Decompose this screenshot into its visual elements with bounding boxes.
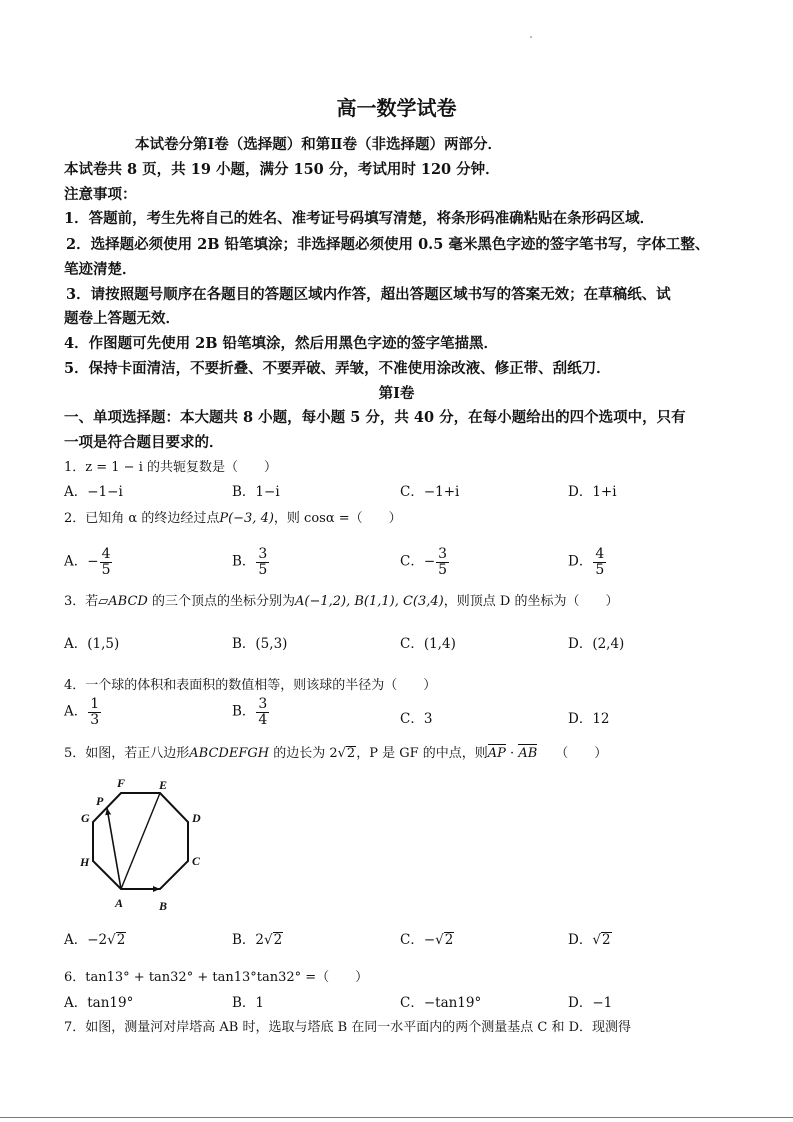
option-label: B． <box>232 553 256 570</box>
label-h: H <box>80 855 90 869</box>
coefficient: 2 <box>255 932 265 948</box>
q6-stem: 6．tan13° + tan32° + tan13°tan32° =（ ） <box>64 970 369 985</box>
radicand: 2 <box>116 932 126 948</box>
numerator: 4 <box>595 546 605 562</box>
denominator: 3 <box>90 711 100 728</box>
page-title: 高一数学试卷 <box>336 96 457 120</box>
sqrt-sign: √ <box>435 932 444 948</box>
sign: − <box>423 553 436 570</box>
label-f: F <box>117 776 126 790</box>
label-e: E <box>159 778 168 792</box>
q1-option-d: D．1+i <box>568 484 617 500</box>
sqrt-sign: √ <box>337 746 346 761</box>
subtitle: 本试卷分第Ⅰ卷（选择题）和第Ⅱ卷（非选择题）两部分． <box>135 136 503 153</box>
q3-option-d: D．(2,4) <box>568 636 625 652</box>
q4-option-d: D．12 <box>568 711 610 727</box>
page-bottom-rule <box>0 1117 793 1118</box>
q3-option-b: B．(5,3) <box>232 636 288 652</box>
vector-ab: AB <box>518 746 538 761</box>
sqrt-sign: √ <box>107 932 116 948</box>
q2-stem-post: ，则 cosα =（ ） <box>273 511 402 526</box>
fraction <box>256 697 269 727</box>
q3-option-a: A．(1,5) <box>64 636 120 652</box>
q6-option-a: A．tan19° <box>64 995 134 1011</box>
note-1: 1．答题前，考生先将自己的姓名、准考证号码填写清楚，将条形码准确粘贴在条形码区域． <box>64 210 655 227</box>
fraction <box>436 547 449 577</box>
section-heading-line2: 一项是符合题目要求的． <box>64 434 224 451</box>
q2-option-a <box>64 547 113 577</box>
q3-option-c: C．(1,4) <box>400 636 456 652</box>
q4-option-a <box>64 697 102 727</box>
option-label: C． <box>400 932 424 948</box>
octagon-figure <box>64 770 214 915</box>
q6-option-c: C．−tan19° <box>400 995 482 1011</box>
q1-option-b: B．1−i <box>232 484 280 500</box>
fraction <box>88 697 101 727</box>
q2-stem-pre: 2．已知角 α 的终边经过点 <box>64 511 220 526</box>
q5-option-a <box>64 928 126 948</box>
note-3-line2: 题卷上答题无效． <box>64 310 180 327</box>
dot-operator: · <box>505 746 519 761</box>
coefficient: − <box>423 932 436 948</box>
option-label: B． <box>232 932 256 948</box>
label-b: B <box>159 899 168 913</box>
denominator: 5 <box>258 561 268 578</box>
q6-option-b: B．1 <box>232 995 265 1011</box>
fraction <box>256 547 269 577</box>
q7-stem: 7．如图，测量河对岸塔高 AB 时，选取与塔底 B 在同一水平面内的两个测量基点 C 和 D．现测得 <box>64 1020 632 1035</box>
label-d: D <box>192 811 201 825</box>
q3-stem-post: ，则顶点 D 的坐标为（ ） <box>443 594 619 609</box>
q2-option-d <box>568 547 607 577</box>
note-3-line1: 3．请按照题号顺序在各题目的答题区域内作答，超出答题区域书写的答案无效；在草稿纸、试 <box>66 286 671 303</box>
option-label: B． <box>232 703 256 720</box>
coefficient: −2 <box>87 932 108 948</box>
fraction <box>593 547 606 577</box>
denominator: 4 <box>258 711 268 728</box>
q3-parallelogram: ▱ABCD <box>98 594 148 609</box>
q4-option-b <box>232 697 270 727</box>
q3-stem-mid: 的三个顶点的坐标分别为 <box>147 594 295 609</box>
q3-stem-pre: 3．若 <box>64 594 99 609</box>
denominator: 5 <box>438 561 448 578</box>
option-label: D． <box>568 932 593 948</box>
q1-option-c: C．−1+i <box>400 484 460 500</box>
denominator: 5 <box>101 561 111 578</box>
section-heading-line1: 一、单项选择题：本大题共 8 小题，每小题 5 分，共 40 分，在每小题给出的四个选项中，只有 <box>64 409 686 426</box>
q5-option-d <box>568 928 612 948</box>
segment-ae <box>121 793 160 889</box>
vector-ap: AP <box>487 746 506 761</box>
note-5: 5．保持卡面清洁，不要折叠、不要弄破、弄皱，不准使用涂改液、修正带、刮纸刀． <box>64 360 611 377</box>
q5-polygon-name: ABCDEFGH <box>189 746 270 761</box>
q6-option-d: D．−1 <box>568 995 613 1011</box>
q2-option-c <box>400 547 450 577</box>
q5-option-b <box>232 928 283 948</box>
q4-stem: 4．一个球的体积和表面积的数值相等，则该球的半径为（ ） <box>64 678 437 693</box>
q5-stem-mid2: ，P 是 GF 的中点，则 <box>356 746 488 761</box>
radicand: 2 <box>273 932 283 948</box>
radicand: 2 <box>346 746 356 761</box>
q2-stem <box>64 507 402 526</box>
q5-stem-pre: 5．如图，若正八边形 <box>64 746 190 761</box>
numerator: 3 <box>258 546 268 562</box>
q3-points: A(−1,2), B(1,1), C(3,4) <box>294 594 444 609</box>
option-label: C． <box>400 553 424 570</box>
radicand: 2 <box>601 932 611 948</box>
q1-option-a: A．−1−i <box>64 484 123 500</box>
option-label: A． <box>64 703 88 720</box>
option-label: D． <box>568 553 593 570</box>
q1-stem: 1．z = 1 − i 的共轭复数是（ ） <box>64 460 277 475</box>
sqrt-sign: √ <box>264 932 273 948</box>
label-a: A <box>115 896 124 910</box>
sign: − <box>87 553 99 570</box>
note-2-line1: 2．选择题必须使用 2B 铅笔填涂；非选择题必须使用 0.5 毫米黑色字迹的签字笔书写，字体工整、 <box>66 236 710 253</box>
q5-stem-mid1: 的边长为 2 <box>269 746 338 761</box>
notes-heading: 注意事项： <box>64 186 137 203</box>
label-g: G <box>81 811 90 825</box>
note-4: 4．作图题可先使用 2B 铅笔填涂，然后用黑色字迹的签字笔描黑． <box>64 335 499 352</box>
q5-stem <box>64 742 607 761</box>
option-label: A． <box>64 553 88 570</box>
numerator: 4 <box>101 546 111 562</box>
fraction <box>100 547 113 577</box>
option-label: A． <box>64 932 88 948</box>
scan-dot <box>530 36 532 38</box>
q4-option-c: C．3 <box>400 711 433 727</box>
q2-point: P(−3, 4) <box>219 511 274 526</box>
label-c: C <box>192 854 201 868</box>
q2-option-b <box>232 547 270 577</box>
q3-stem <box>64 590 618 609</box>
q5-stem-post: （ ） <box>555 746 608 761</box>
exam-info: 本试卷共 8 页，共 19 小题，满分 150 分，考试用时 120 分钟． <box>64 161 500 178</box>
note-2-line2: 笔迹清楚． <box>64 261 137 278</box>
q5-option-c <box>400 928 454 948</box>
numerator: 3 <box>438 546 448 562</box>
label-p: P <box>96 794 104 808</box>
numerator: 1 <box>90 696 100 712</box>
sqrt-sign: √ <box>592 932 601 948</box>
denominator: 5 <box>595 561 605 578</box>
radicand: 2 <box>444 932 454 948</box>
numerator: 3 <box>258 696 268 712</box>
part1-heading: 第Ⅰ卷 <box>378 385 415 402</box>
